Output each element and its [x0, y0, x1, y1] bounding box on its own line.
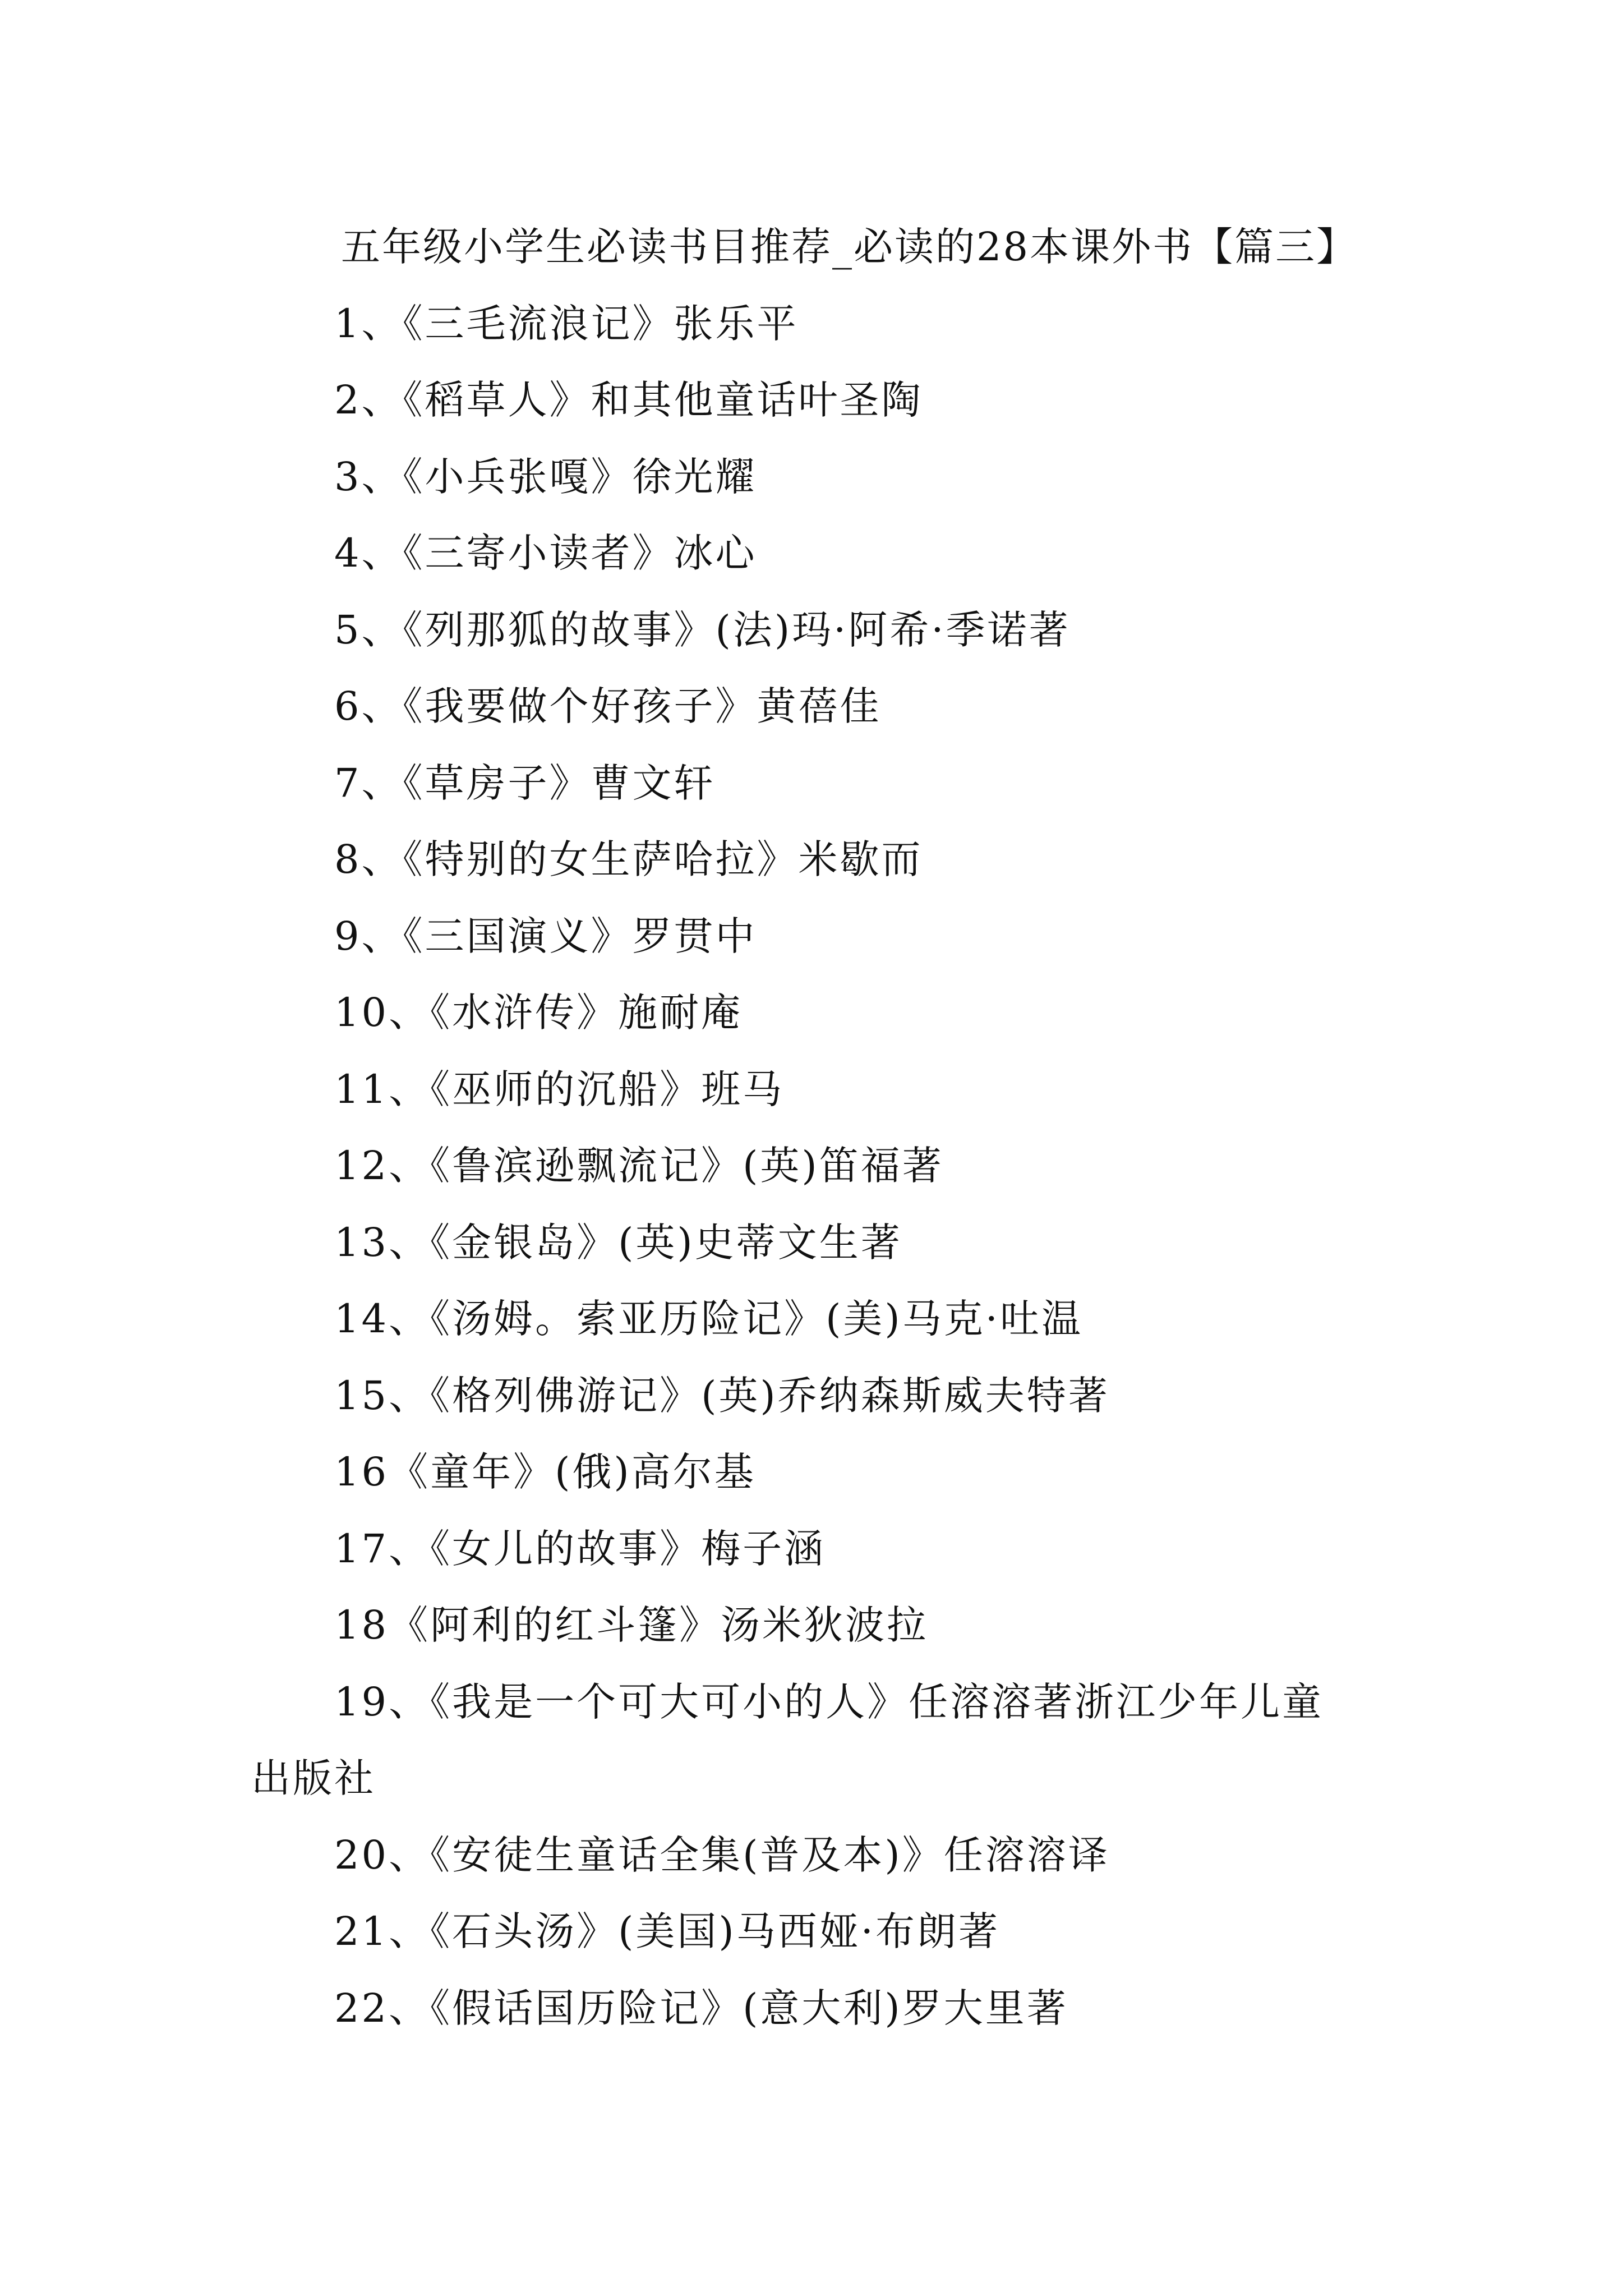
list-item: 7、《草房子》曹文轩 — [334, 760, 716, 806]
list-item: 12、《鲁滨逊飘流记》(英)笛福著 — [334, 1143, 944, 1189]
list-item-19-line-1: 19、《我是一个可大可小的人》任溶溶著浙江少年儿童 — [334, 1678, 1324, 1725]
list-item: 18《阿利的红斗篷》汤米狄波拉 — [334, 1602, 929, 1648]
list-item: 17、《女儿的故事》梅子涵 — [334, 1525, 826, 1572]
list-item: 5、《列那狐的故事》(法)玛·阿希·季诺著 — [334, 606, 1071, 653]
list-item: 8、《特别的女生萨哈拉》米歇而 — [334, 836, 923, 882]
list-item: 11、《巫师的沉船》班马 — [334, 1066, 785, 1112]
list-item-19-line-2: 出版社 — [251, 1755, 376, 1801]
list-item: 20、《安徒生童话全集(普及本)》任溶溶译 — [334, 1832, 1110, 1878]
list-item: 6、《我要做个好孩子》黄蓓佳 — [334, 683, 882, 729]
list-item: 14、《汤姆。索亚历险记》(美)马克·吐温 — [334, 1296, 1083, 1342]
list-item: 10、《水浒传》施耐庵 — [334, 990, 743, 1036]
list-item: 3、《小兵张嘎》徐光耀 — [334, 453, 757, 500]
list-item: 9、《三国演义》罗贯中 — [334, 913, 757, 959]
list-item: 1、《三毛流浪记》张乐平 — [334, 300, 799, 347]
list-item: 13、《金银岛》(英)史蒂文生著 — [334, 1219, 902, 1266]
list-item: 4、《三寄小读者》冰心 — [334, 530, 757, 576]
document-body — [251, 209, 1446, 2046]
document-title: 五年级小学生必读书目推荐_必读的28本课外书【篇三】 — [341, 224, 1358, 270]
list-item: 16《童年》(俄)高尔基 — [334, 1449, 756, 1495]
list-item: 2、《稻草人》和其他童话叶圣陶 — [334, 377, 923, 423]
list-item: 22、《假话国历险记》(意大利)罗大里著 — [334, 1985, 1068, 2031]
list-item: 15、《格列佛游记》(英)乔纳森斯威夫特著 — [334, 1372, 1110, 1419]
list-item: 21、《石头汤》(美国)马西娅·布朗著 — [334, 1908, 1000, 1954]
